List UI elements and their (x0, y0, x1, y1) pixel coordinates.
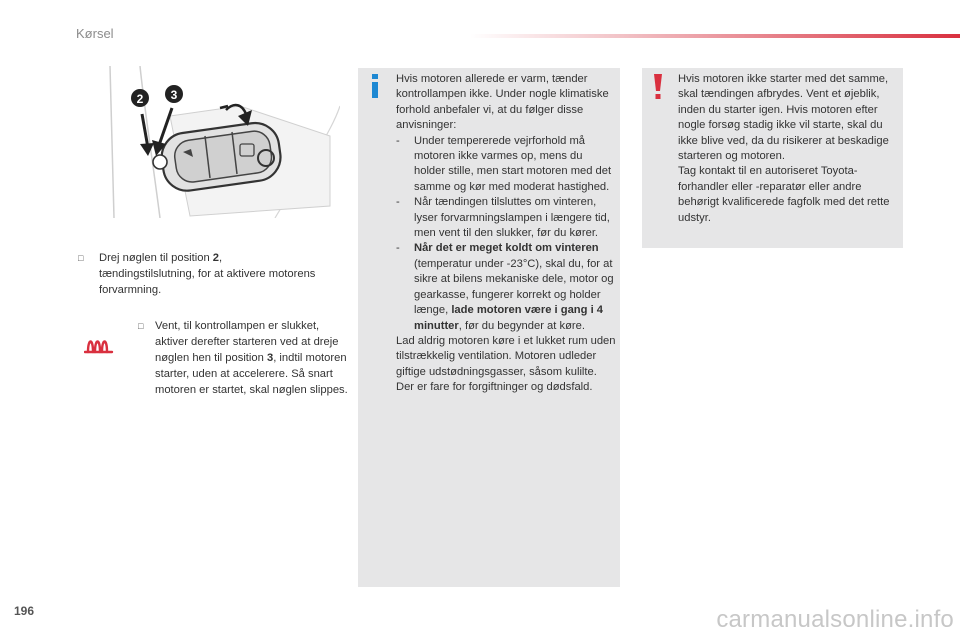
checkbox-bullet-icon: □ (78, 253, 84, 263)
callout-2: 2 (136, 92, 144, 106)
page-number: 196 (14, 604, 35, 618)
info-box (358, 68, 620, 587)
info-list-item: - Når tændingen tilsluttes om vinteren, lyser forvarmningslampen i længere tid, men vent til den slukker, før du kører. (396, 196, 610, 240)
preheat-coil-icon (84, 334, 114, 356)
step-wait-then-start (138, 318, 348, 398)
callout-3: 3 (170, 88, 178, 102)
warning-box (642, 68, 903, 248)
info-list-item: - Under tempererede vejrforhold må motoren ikke varmes op, mens du holder stille, men start motoren med det samme og kør med moderat hastighed. (396, 134, 612, 193)
checkbox-bullet-icon: □ (138, 321, 144, 331)
section-title: Kørsel (76, 26, 114, 41)
step-text: Vent, til kontrollampen er slukket, aktiver derefter starteren ved at dreje nøglen hen til position 3, indtil motoren starter, uden at accelerere. Så snart motoren er startet, skal nøglen slippes. (155, 320, 348, 396)
info-icon (368, 74, 382, 98)
step-text: Drej nøglen til position 2, tændingstilslutning, for at aktivere motorens forvarmning. (99, 252, 316, 296)
step-turn-key-position-2 (78, 250, 318, 298)
info-intro: Hvis motoren allerede er varm, tænder kontrollampen ikke. Under nogle klimatiske forhold anbefaler vi, at du følger disse anvisninger: (396, 73, 609, 132)
warning-box-content (678, 72, 896, 226)
warning-text: Hvis motoren ikke starter med det samme, skal tændingen afbrydes. Vent et øjeblik, inden du starter igen. Hvis motoren efter nogle forsøg stadig ikke vil starte, skal du ikke blive ved, da du risikerer at beskadige starteren og motoren. (678, 73, 889, 163)
info-list-item-cold-winter: - Når det er meget koldt om vinteren (temperatur under -23°C), skal du, for at sikre at bilens mekaniske dele, motor og gearkasse, fungerer korrekt og holder længe, lade motoren være i gang i 4 minutter, før du begynder at køre. (396, 242, 614, 332)
info-outro: Lad aldrig motoren køre i et lukket rum uden tilstrækkelig ventilation. Motoren udleder giftige udstødningsgasser, såsom kulilte. Der er fare for forgiftninger og dødsfald. (396, 334, 616, 394)
info-box-content (396, 72, 616, 396)
key-ignition-illustration (100, 66, 340, 218)
header-accent-bar (470, 34, 960, 38)
watermark: carmanualsonline.info (716, 606, 954, 633)
warning-text-contact: Tag kontakt til en autoriseret Toyota-forhandler eller -reparatør eller andre behørigt kvalificerede fagfolk med det rette udstyr. (678, 165, 890, 224)
warning-exclamation-icon (650, 74, 666, 100)
